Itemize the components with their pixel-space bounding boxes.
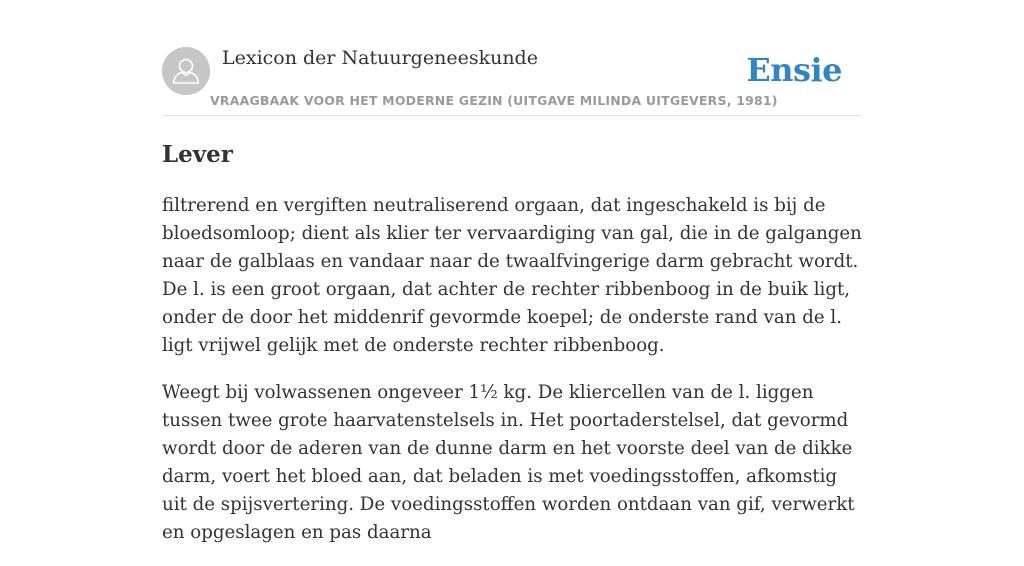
ensie-logo-link[interactable]: Ensie bbox=[746, 51, 842, 89]
entry-title: Lever bbox=[162, 141, 233, 168]
source-title[interactable]: Lexicon der Natuurgeneeskunde bbox=[222, 47, 538, 69]
source-header bbox=[162, 46, 862, 116]
entry-paragraph-1: filtrerend en vergiften neutraliserend orgaan, dat ingeschakeld is bij de bloedsomloop; dient als klier ter vervaardiging van gal, die in de galgangen naar de galblaas en vandaar naar de twaalfvingerige darm gebracht wordt. De l. is een groot orgaan, dat achter de rechter ribbenboog in de buik ligt, onder de door het middenrif gevormde koepel; de onderste rand van de l. ligt vrijwel gelijk met de onderste rechter ribbenboog. bbox=[162, 195, 862, 356]
source-subtitle: VRAAGBAAK VOOR HET MODERNE GEZIN (UITGAVE MILINDA UITGEVERS, 1981) bbox=[210, 93, 778, 108]
entry-content bbox=[162, 192, 866, 566]
entry-paragraph-2: Weegt bij volwassenen ongeveer 1½ kg. De kliercellen van de l. liggen tussen twee grote haarvatenstelsels in. Het poortaderstelsel, dat gevormd wordt door de aderen van de dunne darm en het voorste deel van de dikke darm, voert het bloed aan, dat beladen is met voedingsstoffen, afkomstig uit de spijsvertering. De voedingsstoffen worden ontdaan van gif, verwerkt en opgeslagen en pas daarna bbox=[162, 382, 855, 543]
user-avatar-icon[interactable] bbox=[162, 47, 210, 95]
